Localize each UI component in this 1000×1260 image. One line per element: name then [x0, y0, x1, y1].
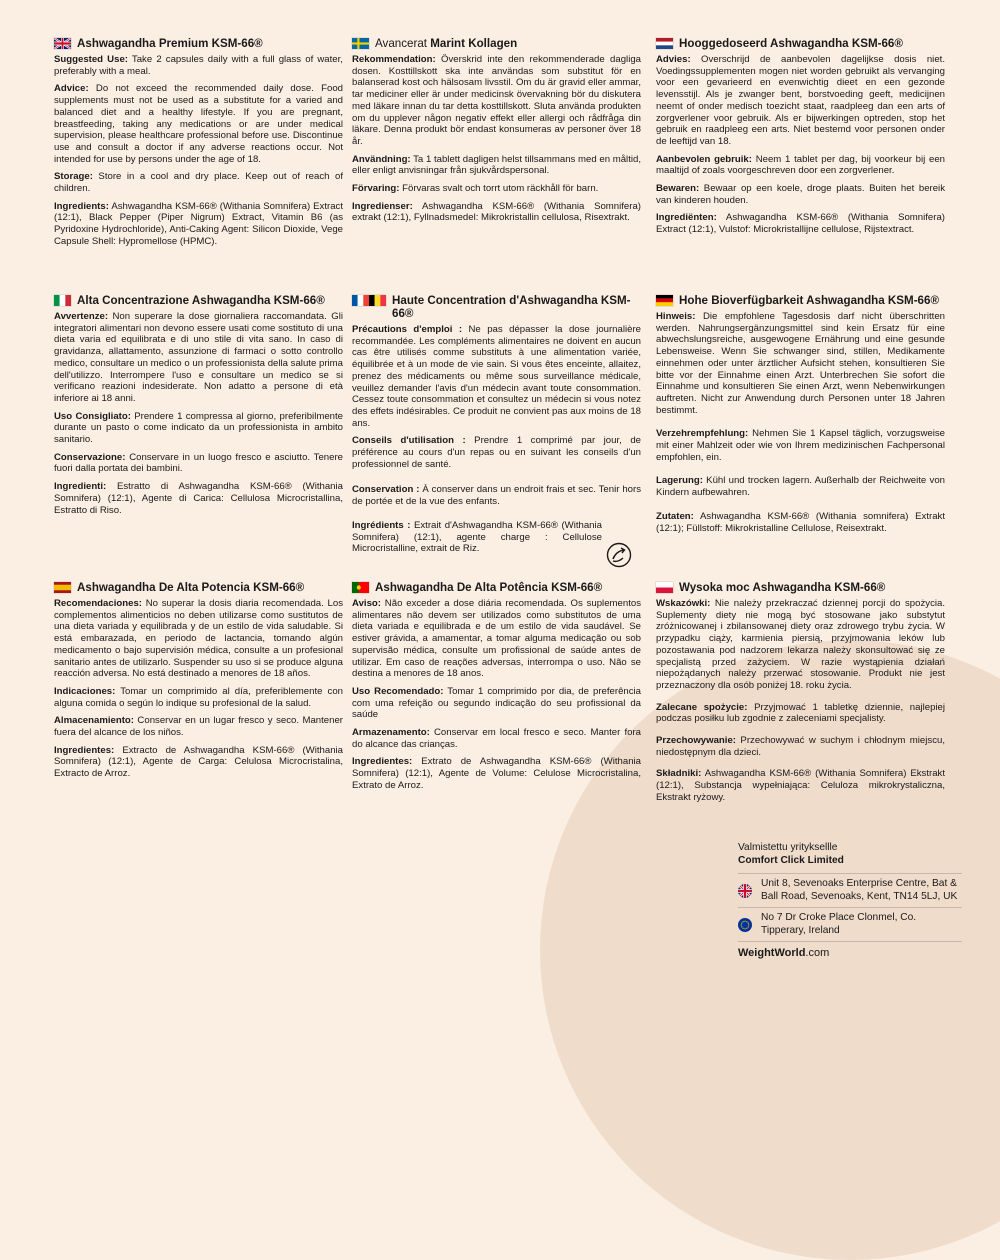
panel-title: Hooggedoseerd Ashwagandha KSM-66®	[656, 37, 945, 50]
section-storage: Armazenamento: Conservar em local fresco e seco. Manter fora do alcance das crianças.	[352, 727, 641, 750]
spain-flag-icon	[54, 582, 71, 593]
recycle-hand-icon	[606, 542, 632, 568]
panel-title: Hohe Bioverfügbarkeit Ashwagandha KSM-66®	[656, 294, 945, 307]
section-advice: Advice: Do not exceed the recommended daily dose. Food supplements must not be used as a substitute for a varied and balanced diet and a healthy lifestyle. If you are pregnant, breastfeeding, taking any medications or are under medical supervision, please healthcare professional before use. Discontinue use and consult a doctor if any adverse reactions occur. Not intended for use by persons under the age of 18.	[54, 83, 343, 165]
panel-italian	[54, 294, 343, 522]
section-storage: Przechowywanie: Przechowywać w suchym i chłodnym miejscu, niedostępnym dla dzieci.	[656, 735, 945, 758]
section-ingredients: Składniki: Ashwagandha KSM-66® (Withania Somnifera) Ekstrakt (12:1), Substancja wypełniająca: Celuloza mikrokrystaliczna, Ekstrakt ryżowy.	[656, 768, 945, 803]
section-storage: Förvaring: Förvaras svalt och torrt utom räckhåll för barn.	[352, 183, 599, 195]
section-recommended-use: Aanbevolen gebruik: Neem 1 tablet per dag, bij voorkeur bij een maaltijd of zoals voorgeschreven door een zorgverlener.	[656, 153, 946, 177]
section-ingredients: Ingrédients : Extrait d'Ashwagandha KSM-66® (Withania Somnifera) (12:1), agente charge : Cellulose Microcristalline, extrait de Riz.	[352, 519, 602, 555]
eu-address-row	[738, 907, 962, 942]
panel-dutch	[656, 37, 945, 242]
panel-title: Ashwagandha De Alta Potencia KSM-66®	[54, 581, 343, 594]
section-storage: Conservazione: Conservare in un luogo fresco e asciutto. Tenere fuori dalla portata dei bambini.	[54, 451, 343, 475]
section-guidance: Wskazówki: Nie należy przekraczać dziennej porcji do spożycia. Suplementy diety nie mogą być stosowane jako substytut zróżnicowanej i zbilansowanej diety oraz zdrowego trybu życia. W przypadku ciąży, karmienia piersią, przyjmowania leków lub pozostawania pod nadzorem lekarza należy skonsultować się ze specjalistą przed zażyciem. W razie wystąpienia działań niepożądanych należy przerwać stosowanie. Produkt nie jest przeznaczony dla osób poniżej 18. roku życia.	[656, 598, 945, 691]
section-warning: Aviso: Não exceder a dose diária recomendada. Os suplementos alimentares não devem ser utilizados como substitutos de uma dieta variada e equilibrada e de um estilo de vida saudável. Se estiver grávida, a amamentar, a tomar alguma medicação ou sob supervisão médica, consulte um profissional de saúde antes de utilizar. Em caso de reações adversas, interrompa o uso. Não se destina a menores de 18 anos.	[352, 598, 641, 680]
section-ingredients: Ingrediënten: Ashwagandha KSM-66® (Withania Somnifera) Extract (12:1), Vulstof: Microkristallijne cellulose, Rijstextract.	[656, 212, 945, 236]
section-recommended-intake: Zalecane spożycie: Przyjmować 1 tabletkę dziennie, najlepiej podczas posiłku lub zgodnie z zaleceniami specjalisty.	[656, 701, 946, 725]
portugal-flag-icon	[352, 582, 369, 593]
section-recommendations: Recomendaciones: No superar la dosis diaria recomendada. Los complementos alimenticios no deben utilizarse como sustitutos de una dieta variada y equilibrada y de un estilo de vida saludable. Si está embarazada, en periodo de lactancia, tomando algún medicamento o bajo supervisión médica, consulte a un profesional sanitario antes de utilizarlo. Suspender su uso si se produce alguna reacción adversa. No está destinado a menores de 18 años.	[54, 598, 343, 680]
eu-flag-icon	[738, 918, 752, 932]
section-storage: Storage: Store in a cool and dry place. Keep out of reach of children.	[54, 171, 343, 195]
section-suggested-use: Suggested Use: Take 2 capsules daily with a full glass of water, preferably with a meal.	[54, 54, 343, 77]
panel-title: Wysoka moc Ashwagandha KSM-66®	[656, 581, 945, 594]
panel-german	[656, 294, 945, 540]
netherlands-flag-icon	[656, 38, 673, 49]
section-storage: Lagerung: Kühl und trocken lagern. Außerhalb der Reichweite von Kindern aufbewahren.	[656, 475, 945, 499]
section-recommendation: Rekommendation: Överskrid inte den rekommenderade dagliga dosen. Kosttillskott ska inte användas som substitut för en balanserad kost och hälsosam livsstil. Om du är gravid eller ammar, tar mediciner eller är under medicinsk övervakning bör du diskutera med läkare innan du tar detta kosttillskott. Sluta använda produkten om du upplever någon negativ effekt eller allergi och rådfråga din läkare. Denna produkt bör endast konsumeras av personer över 18 år.	[352, 54, 641, 147]
section-ingredients: Ingredientes: Extracto de Ashwagandha KSM-66® (Withania Somnifera) (12:1), Agente de Carga: Celulosa Microcristalina, Extracto de Arroz.	[54, 744, 343, 780]
france-belgium-flag-icon	[352, 295, 386, 306]
poland-flag-icon	[656, 582, 673, 593]
panel-english	[54, 37, 343, 254]
panel-polish	[656, 581, 945, 810]
panel-title: Haute Concentration d'Ashwagandha KSM-66®	[352, 294, 641, 320]
manufacturer-info	[738, 842, 962, 960]
manufacturer-heading: Valmistettu yrityksellle Comfort Click Limited	[738, 842, 844, 866]
panel-spanish	[54, 581, 343, 786]
section-ingredients: Zutaten: Ashwagandha KSM-66® (Withania somnifera) Extrakt (12:1); Füllstoff: Mikrokristalline Cellulose, Reisextrakt.	[656, 510, 945, 534]
section-precautions: Précautions d'emploi : Ne pas dépasser la dose journalière recommandée. Les compléments alimentaires ne doivent en aucun cas être utilisés comme substituts à une alimentation variée, équilibrée et à un mode de vie sain. Si vous êtes enceinte, allaitez, prenez des médicaments ou même sous surveillance médicale, veuillez demander l'avis d'un médecin avant toute consommation. Cessez toute consommation et consultez un médecin si vous notez des effets indésirables. Ce produit ne convient pas aux moins de 18 ans.	[352, 324, 641, 429]
uk-flag-icon	[54, 38, 71, 49]
panel-portuguese	[352, 581, 641, 798]
uk-flag-icon	[738, 884, 752, 898]
sweden-flag-icon	[352, 38, 369, 49]
section-usage-advice: Conseils d'utilisation : Prendre 1 comprimé par jour, de préférence au cours d'un repas ou en suivant les conseils d'un professionnel de santé.	[352, 435, 641, 470]
uk-address-row	[738, 873, 962, 907]
uk-address: Unit 8, Sevenoaks Enterprise Centre, Bat & Ball Road, Sevenoaks, Kent, TN14 5LJ, UK	[761, 878, 958, 902]
panel-swedish	[352, 37, 641, 230]
section-consumption-recommendation: Verzehrempfehlung: Nehmen Sie 1 Kapsel täglich, vorzugsweise mit einer Mahlzeit oder wie von Ihrem medizinischen Fachpersonal empfohlen, ein.	[656, 428, 945, 463]
section-storage: Conservation : À conserver dans un endroit frais et sec. Tenir hors de portée et de la vue des enfants.	[352, 484, 641, 508]
section-ingredients: Ingredientes: Extrato de Ashwagandha KSM-66® (Withania Somnifera) (12:1), Agente de Volume: Celulose Microcristalina, Extrato de Arroz.	[352, 756, 641, 791]
section-advice: Advies: Overschrijd de aanbevolen dagelijkse dosis niet. Voedingssupplementen mogen niet worden gebruikt als vervanging voor een gevarieerd en evenwichtig dieet en een gezonde levensstijl. Als je zwanger bent, borstvoeding geeft, medicijnen neemt of onder medisch toezicht staat, raadpleeg dan een arts of zorgverlener voor gebruik. Als er bijwerkingen optreden, stop het gebruik en raadpleeg een arts. Niet bestemd voor personen onder de leeftijd van 18.	[656, 54, 945, 147]
panel-title: Alta Concentrazione Ashwagandha KSM-66®	[54, 294, 343, 307]
section-notice: Hinweis: Die empfohlene Tagesdosis darf nicht überschritten werden. Nahrungsergänzungsmittel sind kein Ersatz für eine abwechslungsreiche, ausgewogene Ernährung und eine gesunde Lebensweise. Wenn Sie schwanger sind, stillen, Medikamente einnehmen oder unter ärztlicher Aufsicht stehen, konsultieren Sie bitte vor der Einnahme einen Arzt. Unterbrechen Sie sofort die Einnahme und konsultieren Sie einen Arzt, wenn Nebenwirkungen auftreten. Nicht zur Anwendung durch Personen unter 18 Jahren bestimmt.	[656, 311, 945, 416]
section-usage: Användning: Ta 1 tablett dagligen helst tillsammans med en måltid, eller enligt anvisningar från sjukvårdspersonal.	[352, 153, 641, 177]
panel-title: Avancerat Marint Kollagen	[352, 37, 641, 50]
section-ingredients: Ingredients: Ashwagandha KSM-66® (Withania Somnifera) Extract (12:1), Black Pepper (Piper Nigrum) Extract, Vitamin B6 (as Pyridoxine Hydrochloride), Anti-Caking Agent: Silicon Dioxide, Vege Capsule Shell: Hypromellose (HPMC).	[54, 200, 343, 247]
section-recommended-use: Uso Recomendado: Tomar 1 comprimido por dia, de preferência com uma refeição ou segundo indicação do seu profissional da saúde	[352, 685, 641, 721]
panel-french	[352, 294, 641, 561]
panel-title: Ashwagandha Premium KSM-66®	[54, 37, 343, 50]
section-storage: Bewaren: Bewaar op een koele, droge plaats. Buiten het bereik van kinderen houden.	[656, 183, 945, 206]
panel-title: Ashwagandha De Alta Potência KSM-66®	[352, 581, 641, 594]
italy-flag-icon	[54, 295, 71, 306]
eu-address: No 7 Dr Croke Place Clonmel, Co. Tipperary, Ireland	[761, 912, 917, 936]
section-directions: Indicaciones: Tomar un comprimido al día, preferiblemente con alguna comida o según lo indique su profesional de la salud.	[54, 685, 343, 709]
section-recommended-use: Uso Consigliato: Prendere 1 compressa al giorno, preferibilmente durante un pasto o come indicato da un professionista in ambito sanitario.	[54, 410, 343, 446]
section-ingredients: Ingredienti: Estratto di Ashwagandha KSM-66® (Withania Somnifera) (12:1), Agente di Carica: Cellulosa Microcristallina, Estratto di Riso.	[54, 481, 343, 516]
germany-flag-icon	[656, 295, 673, 306]
section-storage: Almacenamiento: Conservar en un lugar fresco y seco. Mantener fuera del alcance de los niños.	[54, 715, 343, 739]
section-ingredients: Ingredienser: Ashwagandha KSM-66® (Withania Somnifera) extrakt (12:1), Fyllnadsmedel: Mikrokristallin cellulosa, Risextrakt.	[352, 200, 641, 224]
brand-website: WeightWorld.com	[738, 947, 830, 959]
section-warnings: Avvertenze: Non superare la dose giornaliera raccomandata. Gli integratori alimentari non devono essere usati come sostituto di una dieta varia ed equilibrata e di uno stile di vita sano. In caso di gravidanza, allattamento, assunzione di farmaci o sotto controllo medico, consultare un medico o un professionista della salute prima dell'utilizzo. Interrompere l'uso e consultare un medico se si verificano reazioni indesiderate. Non adatto a persone di età inferiore ai 18 anni.	[54, 311, 343, 404]
